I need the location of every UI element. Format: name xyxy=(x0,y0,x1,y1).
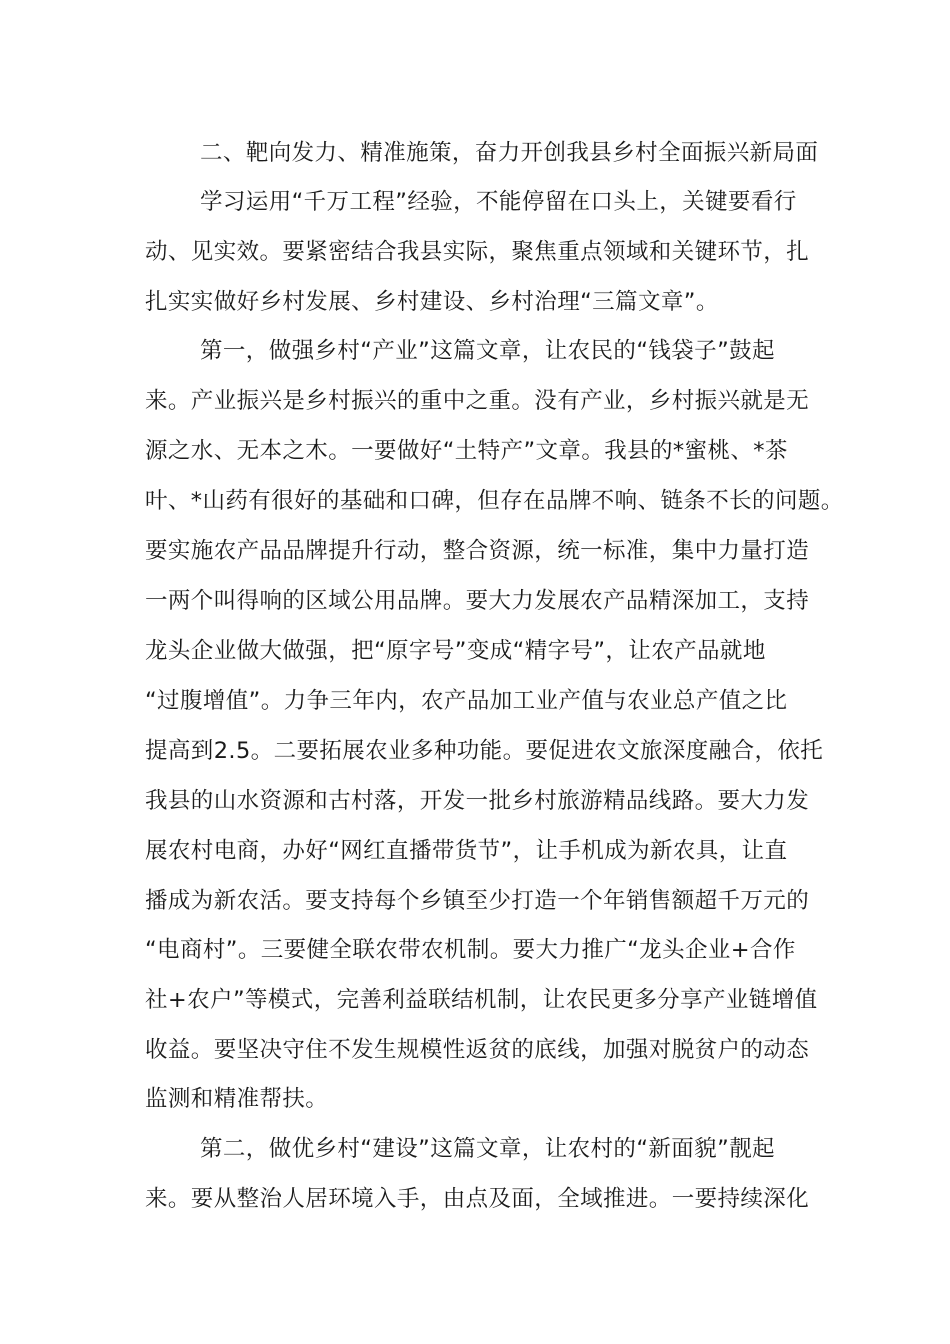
paragraph-line: 来。产业振兴是乡村振兴的重中之重。没有产业，乡村振兴就是无 xyxy=(145,388,810,414)
paragraph-line: 第一，做强乡村“产业”这篇文章，让农民的“钱袋子”鼓起 xyxy=(200,338,775,364)
paragraph-line: 我县的山水资源和古村落，开发一批乡村旅游精品线路。要大力发 xyxy=(145,788,810,814)
paragraph-line: “过腹增值”。力争三年内，农产品加工业产值与农业总产值之比 xyxy=(145,688,788,714)
paragraph-line: 学习运用“千万工程”经验，不能停留在口头上，关键要看行 xyxy=(200,189,797,215)
paragraph-line: 要实施农产品品牌提升行动，整合资源，统一标准，集中力量打造 xyxy=(145,538,810,564)
paragraph-line: 一两个叫得响的区域公用品牌。要大力发展农产品精深加工，支持 xyxy=(145,588,810,614)
paragraph-line: 收益。要坚决守住不发生规模性返贫的底线，加强对脱贫户的动态 xyxy=(145,1037,810,1063)
section-heading: 二、靶向发力、精准施策，奋力开创我县乡村全面振兴新局面 xyxy=(200,140,819,166)
paragraph-line: 来。要从整治人居环境入手，由点及面，全域推进。一要持续深化 xyxy=(145,1186,810,1212)
paragraph-line: 龙头企业做大做强，把“原字号”变成“精字号”，让农产品就地 xyxy=(145,638,766,664)
paragraph-line: 社+农户”等模式，完善利益联结机制，让农民更多分享产业链增值 xyxy=(145,987,818,1013)
paragraph-line: 源之水、无本之木。一要做好“土特产”文章。我县的*蜜桃、*茶 xyxy=(145,438,788,464)
paragraph-line: 监测和精准帮扶。 xyxy=(145,1086,329,1112)
paragraph-line: 动、见实效。要紧密结合我县实际，聚焦重点领域和关键环节，扎 xyxy=(145,239,810,265)
paragraph-line: 展农村电商，办好“网红直播带货节”，让手机成为新农具，让直 xyxy=(145,838,788,864)
paragraph-line: “电商村”。三要健全联农带农机制。要大力推广“龙头企业+合作 xyxy=(145,937,796,963)
paragraph-line: 第二，做优乡村“建设”这篇文章，让农村的“新面貌”靓起 xyxy=(200,1136,775,1162)
paragraph-line: 扎实实做好乡村发展、乡村建设、乡村治理“三篇文章”。 xyxy=(145,289,719,315)
paragraph-line: 播成为新农活。要支持每个乡镇至少打造一个年销售额超千万元的 xyxy=(145,888,810,914)
paragraph-line: 提高到2.5。二要拓展农业多种功能。要促进农文旅深度融合，依托 xyxy=(145,738,824,764)
paragraph-line: 叶、*山药有很好的基础和口碑，但存在品牌不响、链条不长的问题。 xyxy=(145,488,844,514)
